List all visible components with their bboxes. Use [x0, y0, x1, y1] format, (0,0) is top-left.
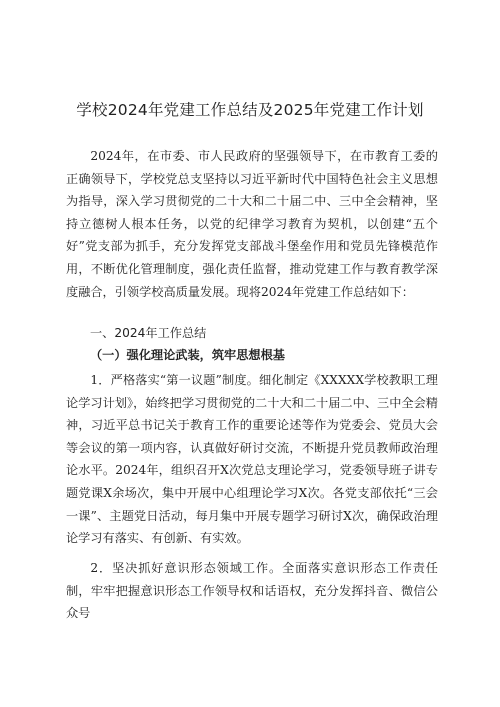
item-2-text: 2．坚决抓好意识形态领域工作。全面落实意识形态工作责任制，牢牢把握意识形态工作领导权和话语权，充分发挥抖音、微信公众号: [66, 561, 438, 621]
intro-paragraph: [66, 145, 438, 303]
subsection-heading: （一）强化理论武装，筑牢思想根基: [90, 348, 285, 362]
intro-text: 2024年，在市委、市人民政府的坚强领导下，在市教育工委的正确领导下，学校党总支坚持以习近平新时代中国特色社会主义思想为指导，深入学习贯彻党的二十大和二十届二中、三中全会精神，坚持立德树人根本任务，以党的纪律学习教育为契机，以创建“五个好”党支部为抓手，充分发挥党支部战斗堡垒作用和党员先锋模范作用，不断优化管理制度，强化责任监督，推动党建工作与教育教学深度融合，引领学校高质量发展。现将2024年党建工作总结如下：: [66, 149, 438, 299]
item-2-paragraph: [66, 557, 438, 625]
item-1-paragraph: [66, 369, 438, 550]
section-heading: 一、2024年工作总结: [90, 326, 207, 340]
document-title: 学校2024年党建工作总结及2025年党建工作计划: [76, 101, 424, 119]
item-1-text: 1．严格落实“第一议题”制度。细化制定《XXXXX学校教职工理论学习计划》，始终把学习贯彻党的二十大和二十届二中、三中全会精神，习近平总书记关于教育工作的重要论述等作为党委会、党员大会等会议的第一项内容，认真做好研讨交流，不断提升党员教师政治理论水平。2024年，组织召开X次党总支理论学习，党委领导班子讲专题党课X余场次，集中开展中心组理论学习X次。各党支部依托“三会一课”、主题党日活动，每月集中开展专题学习研讨X次，确保政治理论学习有落实、有创新、有实效。: [66, 373, 438, 546]
